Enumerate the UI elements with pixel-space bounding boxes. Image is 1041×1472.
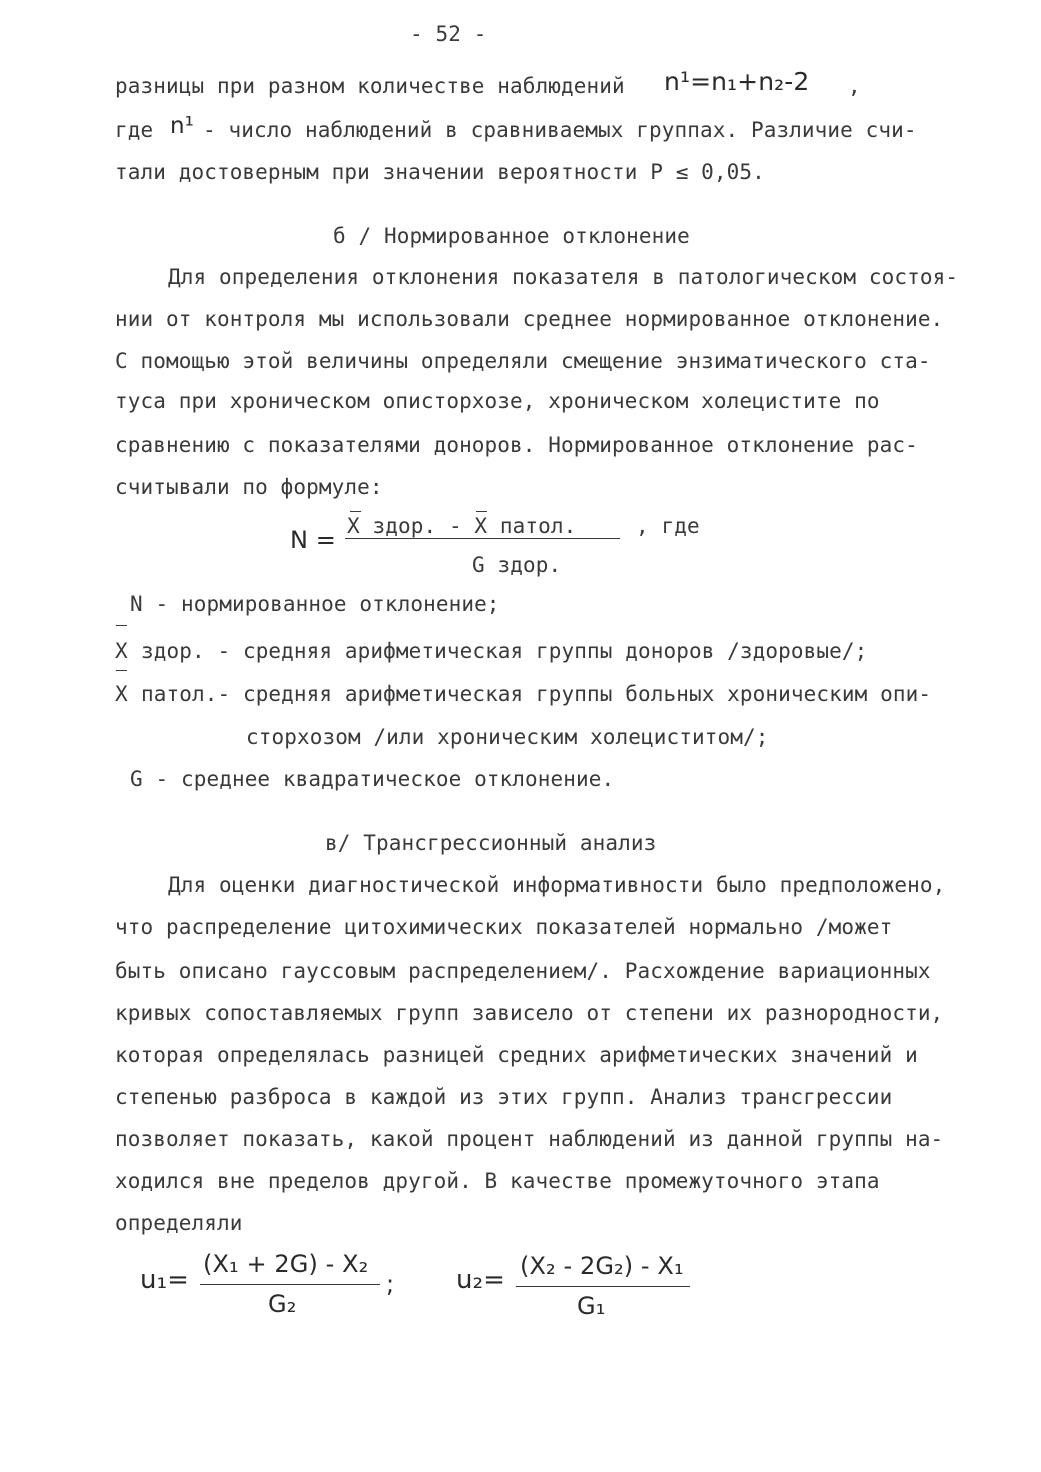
x-bar-mark	[116, 625, 127, 626]
n-formula-suffix: , где	[636, 514, 700, 538]
u1-formula-denominator: G₂	[268, 1290, 297, 1318]
intro-line-2-where: где	[115, 118, 154, 142]
x-bar-mark	[350, 511, 361, 512]
section-v-heading: в/ Трансгрессионный анализ	[325, 831, 657, 855]
section-v-para-line: что распределение цитохимических показателей нормально /может	[115, 915, 893, 939]
section-v-para-line: позволяет показать, какой процент наблюдений из данной группы на-	[115, 1127, 944, 1151]
section-v-para-line: которая определялась разницей средних арифметических значений и	[115, 1043, 918, 1067]
section-v-para-line: Для оценки диагностической информативности было предположено,	[168, 873, 946, 897]
u2-formula-lhs: u₂=	[456, 1265, 505, 1295]
x-bar-mark	[116, 670, 127, 671]
def-n: N - нормированное отклонение;	[130, 592, 500, 616]
section-b-para-line: сравнению с показателями доноров. Нормированное отклонение рас-	[115, 433, 918, 457]
def-x-patol: патол.- средняя арифметическая группы больных хроническим опи-	[141, 682, 932, 706]
def-sigma: G - среднее квадратическое отклонение.	[130, 767, 615, 791]
section-b-para-line: считывали по формуле:	[115, 475, 383, 499]
section-v-para-line: ходился вне пределов другой. В качестве промежуточного этапа	[115, 1169, 880, 1193]
n-formula-numerator: X здор. - X патол.	[347, 514, 577, 538]
u1-formula-separator: ;	[386, 1270, 395, 1298]
df-formula-comma: ,	[848, 74, 861, 98]
section-b-heading: б / Нормированное отклонение	[333, 224, 690, 248]
section-v-para-line: кривых сопоставляемых групп зависело от степени их разнородности,	[115, 1001, 944, 1025]
x-bar-mark	[476, 511, 487, 512]
intro-line-3: тали достоверным при значении вероятности P ≤ 0,05.	[115, 160, 765, 184]
df-formula: n¹=n₁+n₂-2	[664, 67, 810, 96]
n-formula-lhs: N =	[290, 526, 336, 554]
section-b-para-line: туса при хроническом описторхозе, хроническом холецистите по	[115, 389, 880, 413]
intro-line-2: - число наблюдений в сравниваемых группах. Различие счи-	[203, 118, 917, 142]
u2-formula-denominator: G₁	[577, 1292, 606, 1320]
section-b-para-line: нии от контроля мы использовали среднее нормированное отклонение.	[115, 307, 944, 331]
section-v-para-line: определяли	[115, 1211, 243, 1235]
def-x-patol-symbol: X	[115, 682, 128, 706]
u1-fraction-bar	[200, 1284, 380, 1285]
def-x-patol-cont: сторхозом /или хроническим холециститом/;	[246, 725, 769, 749]
section-b-para-line: Для определения отклонения показателя в патологическом состоя-	[168, 265, 959, 289]
u1-formula-lhs: u₁=	[140, 1265, 189, 1295]
n-formula-denominator: G здор.	[472, 553, 562, 577]
u2-fraction-bar	[516, 1286, 690, 1287]
n-formula-fraction-bar	[345, 538, 620, 539]
u1-formula-numerator: (X₁ + 2G) - X₂	[203, 1250, 369, 1278]
n-prime-symbol: n¹	[170, 113, 194, 139]
intro-line-1: разницы при разном количестве наблюдений	[115, 74, 625, 98]
section-v-para-line: степенью разброса в каждой из этих групп. Анализ трансгрессии	[115, 1085, 893, 1109]
page-number: - 52 -	[410, 22, 487, 46]
section-b-para-line: С помощью этой величины определяли смещение энзиматического ста-	[115, 349, 931, 373]
def-x-zdor: здор. - средняя арифметическая группы доноров /здоровые/;	[141, 639, 868, 663]
section-v-para-line: быть описано гауссовым распределением/. Расхождение вариационных	[115, 959, 931, 983]
def-x-zdor-symbol: X	[115, 639, 128, 663]
u2-formula-numerator: (X₂ - 2G₂) - X₁	[520, 1252, 684, 1280]
